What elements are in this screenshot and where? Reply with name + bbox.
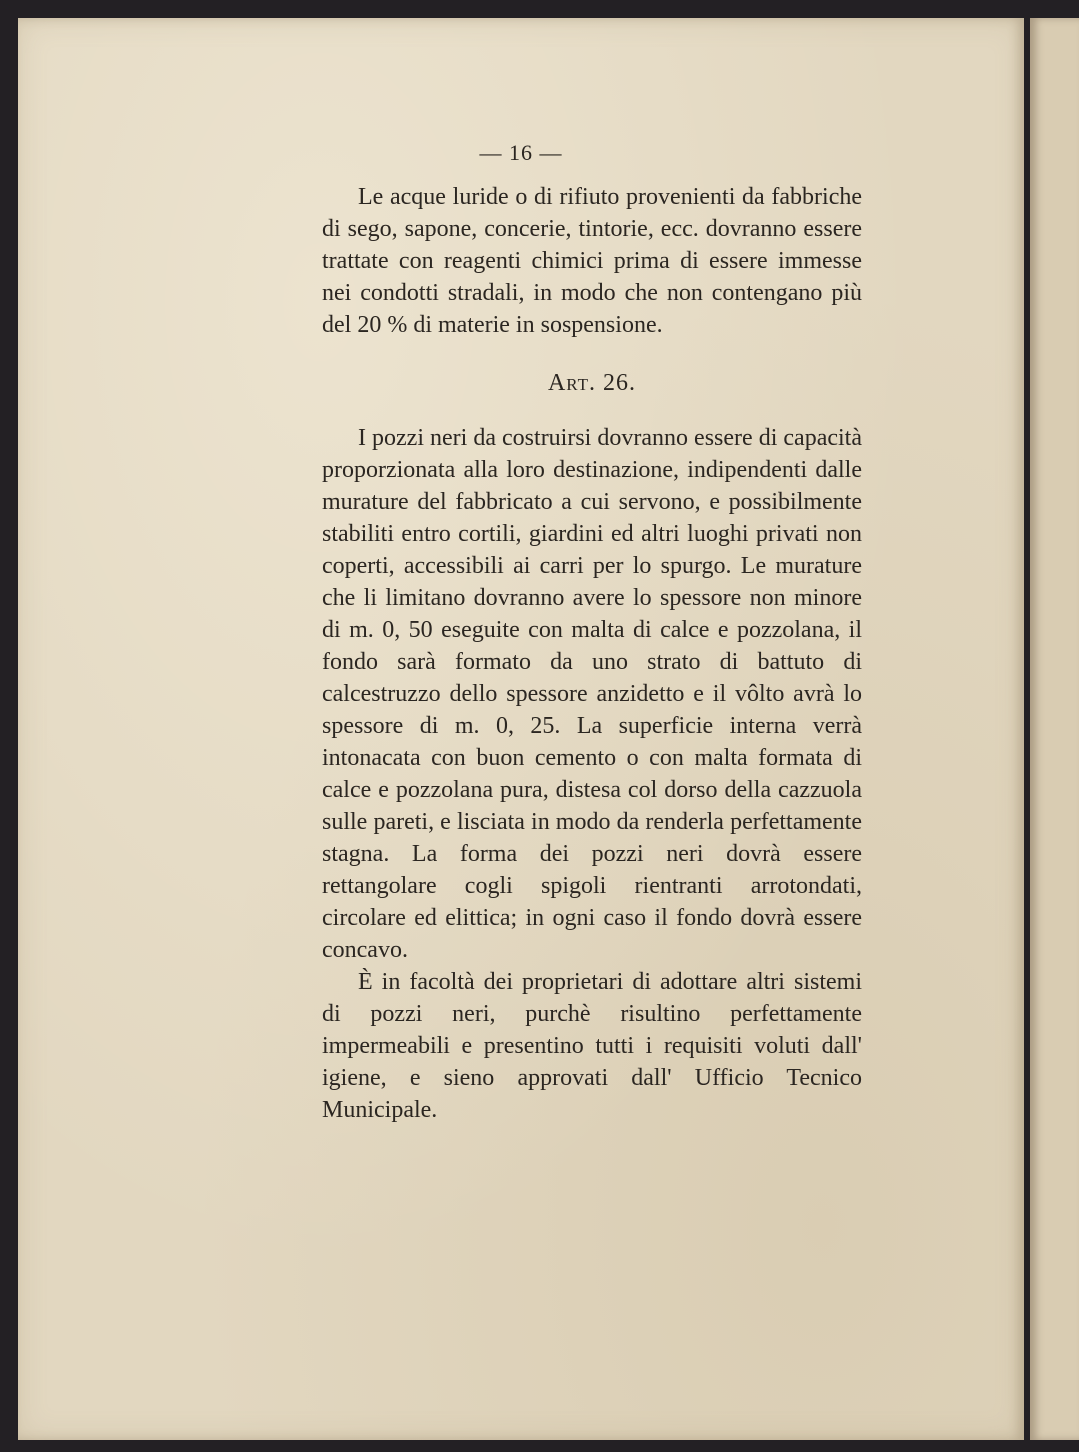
paragraph-intro: Le acque luride o di rifiuto provenienti da fabbriche di sego, sapone, concerie, tintorie, ecc. dovranno essere trattate con reagenti chimici prima di essere immesse nei condotti stradali, in modo che non contengano più del 20 % di materie in sospensione.	[322, 184, 862, 338]
article-heading	[322, 367, 862, 399]
page-number: — 16 —	[479, 140, 563, 165]
adjacent-page-edge	[1030, 18, 1079, 1440]
book-page	[18, 18, 1024, 1440]
page-body	[322, 181, 862, 1126]
article-heading-label: Art. 26.	[547, 370, 637, 396]
paragraph-article-2: È in facoltà dei proprietari di adottare altri sistemi di pozzi neri, purchè risultino perfettamente impermeabili e presentino tutti i requisiti voluti dall' igiene, e sieno approvati dall' Ufficio Tecnico Municipale.	[322, 969, 862, 1123]
paragraph-article-1: I pozzi neri da costruirsi dovranno essere di capacità proporzionata alla loro destinazione, indipendenti dalle murature del fabbricato a cui servono, e possibilmente stabiliti entro cortili, giardini ed altri luoghi privati non coperti, accessibili ai carri per lo spurgo. Le murature che li limitano dovranno avere lo spessore non minore di m. 0, 50 eseguite con malta di calce e pozzolana, il fondo sarà formato da uno strato di battuto di calcestruzzo dello spessore anzidetto e il vôlto avrà lo spessore di m. 0, 25. La superficie interna verrà intonacata con buon cemento o con malta formata di calce e pozzolana pura, distesa col dorso della cazzuola sulle pareti, e lisciata in modo da renderla perfettamente stagna. La forma dei pozzi neri dovrà essere rettangolare cogli spigoli rientranti arrotondati, circolare ed elittica; in ogni caso il fondo dovrà essere concavo.	[322, 425, 862, 963]
